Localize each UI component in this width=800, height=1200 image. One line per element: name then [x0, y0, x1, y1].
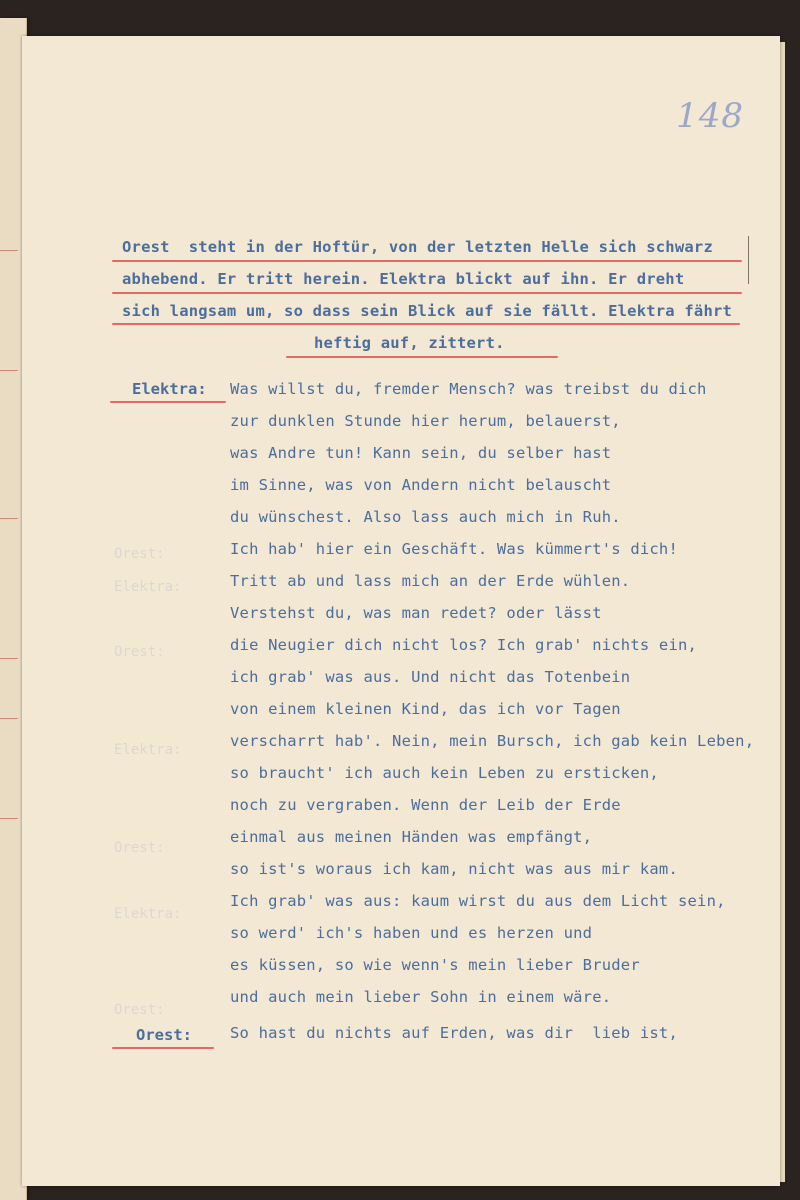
- facing-page-mark: [0, 818, 18, 819]
- bleed-through-speaker: Orest:: [114, 644, 165, 660]
- stage-direction-line: Orest steht in der Hoftür, von der letzten Helle sich schwarz: [122, 238, 713, 256]
- speaker-underline: [112, 1047, 214, 1049]
- dialogue-line: noch zu vergraben. Wenn der Leib der Erde: [230, 796, 621, 814]
- dialogue-line: einmal aus meinen Händen was empfängt,: [230, 828, 593, 846]
- speaker-underline: [110, 401, 226, 403]
- red-underline: [112, 292, 742, 294]
- facing-page-mark: [0, 250, 18, 251]
- dialogue-line: ich grab' was aus. Und nicht das Totenbein: [230, 668, 631, 686]
- dialogue-line: so werd' ich's haben und es herzen und: [230, 924, 593, 942]
- bleed-through-speaker: Orest:: [114, 840, 165, 856]
- dialogue-line: Ich grab' was aus: kaum wirst du aus dem Licht sein,: [230, 892, 726, 910]
- dialogue-line: Was willst du, fremder Mensch? was treibst du dich: [230, 380, 707, 398]
- bleed-through-speaker: Orest:: [114, 1002, 165, 1018]
- stage-direction-line: heftig auf, zittert.: [314, 334, 505, 352]
- bleed-through-speaker: Elektra:: [114, 906, 182, 922]
- dialogue-line: zur dunklen Stunde hier herum, belauerst,: [230, 412, 621, 430]
- dialogue-line: von einem kleinen Kind, das ich vor Tagen: [230, 700, 621, 718]
- dialogue-line: und auch mein lieber Sohn in einem wäre.: [230, 988, 612, 1006]
- facing-page-mark: [0, 718, 18, 719]
- margin-pencil-mark: [748, 236, 749, 284]
- dialogue-line: Verstehst du, was man redet? oder lässt: [230, 604, 602, 622]
- speaker-name: Orest:: [136, 1026, 192, 1044]
- dialogue-line: im Sinne, was von Andern nicht belauscht: [230, 476, 612, 494]
- dialogue-line: verscharrt hab'. Nein, mein Bursch, ich gab kein Leben,: [230, 732, 755, 750]
- dialogue-line: Ich hab' hier ein Geschäft. Was kümmert's dich!: [230, 540, 678, 558]
- bleed-through-speaker: Orest:: [114, 546, 165, 562]
- dialogue-line: Tritt ab und lass mich an der Erde wühlen.: [230, 572, 631, 590]
- dialogue-line: so ist's woraus ich kam, nicht was aus mir kam.: [230, 860, 678, 878]
- facing-page-mark: [0, 658, 18, 659]
- dialogue-line: was Andre tun! Kann sein, du selber hast: [230, 444, 612, 462]
- stage-direction-line: sich langsam um, so dass sein Blick auf sie fällt. Elektra fährt: [122, 302, 733, 320]
- bleed-through-speaker: Elektra:: [114, 742, 182, 758]
- dialogue-line: so braucht' ich auch kein Leben zu ersticken,: [230, 764, 659, 782]
- red-underline: [112, 323, 740, 325]
- folio-number: 148: [676, 96, 744, 136]
- facing-page-mark: [0, 518, 18, 519]
- dialogue-line: du wünschest. Also lass auch mich in Ruh.: [230, 508, 621, 526]
- dialogue-line: die Neugier dich nicht los? Ich grab' nichts ein,: [230, 636, 698, 654]
- red-underline: [112, 260, 742, 262]
- stage-direction-line: abhebend. Er tritt herein. Elektra blickt auf ihn. Er dreht: [122, 270, 685, 288]
- red-underline: [286, 356, 558, 358]
- bleed-through-speaker: Elektra:: [114, 579, 182, 595]
- dialogue-line: es küssen, so wie wenn's mein lieber Bruder: [230, 956, 640, 974]
- speaker-name: Elektra:: [132, 380, 207, 398]
- dialogue-line: So hast du nichts auf Erden, was dir lieb ist,: [230, 1024, 678, 1042]
- facing-page-mark: [0, 370, 18, 371]
